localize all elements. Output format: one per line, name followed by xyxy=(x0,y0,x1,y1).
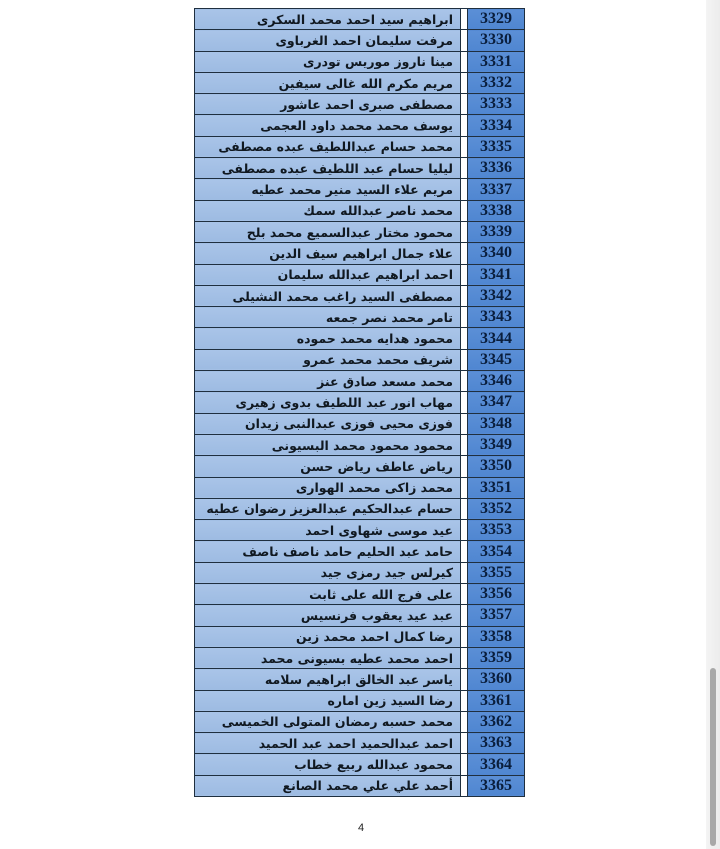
name-cell: مصطفى صبرى احمد عاشور xyxy=(195,94,461,115)
name-cell: محمد زاكى محمد الهوارى xyxy=(195,477,461,498)
name-cell: مهاب انور عبد اللطيف بدوى زهيرى xyxy=(195,392,461,413)
table-row xyxy=(195,626,525,647)
number-cell: 3353 xyxy=(468,520,525,541)
name-cell: ابراهيم سيد احمد محمد السكرى xyxy=(195,9,461,30)
column-gap xyxy=(461,626,468,647)
name-cell: علاء جمال ابراهيم سيف الدين xyxy=(195,243,461,264)
column-gap xyxy=(461,392,468,413)
table-row xyxy=(195,200,525,221)
column-gap xyxy=(461,477,468,498)
name-cell: محمود محمود محمد البسيونى xyxy=(195,434,461,455)
name-cell: فوزى محيى فوزى عبدالنبى زيدان xyxy=(195,413,461,434)
table-row xyxy=(195,328,525,349)
column-gap xyxy=(461,541,468,562)
number-cell: 3345 xyxy=(468,349,525,370)
name-cell: محمد حسام عبداللطيف عبده مصطفى xyxy=(195,136,461,157)
number-cell: 3340 xyxy=(468,243,525,264)
name-cell: رضا السيد زين اماره xyxy=(195,690,461,711)
column-gap xyxy=(461,264,468,285)
table-row xyxy=(195,94,525,115)
number-cell: 3364 xyxy=(468,754,525,775)
column-gap xyxy=(461,158,468,179)
number-cell: 3330 xyxy=(468,30,525,51)
name-cell: محمود عبدالله ربيع خطاب xyxy=(195,754,461,775)
table-row xyxy=(195,285,525,306)
name-cell: محمد حسبه رمضان المتولى الخميسى xyxy=(195,711,461,732)
number-cell: 3349 xyxy=(468,434,525,455)
name-cell: محمد مسعد صادق عنز xyxy=(195,371,461,392)
number-cell: 3335 xyxy=(468,136,525,157)
name-cell: ليليا حسام عبد اللطيف عبده مصطفى xyxy=(195,158,461,179)
column-gap xyxy=(461,179,468,200)
name-cell: مريم علاء السيد منير محمد عطيه xyxy=(195,179,461,200)
table-row xyxy=(195,307,525,328)
name-cell: شريف محمد محمد عمرو xyxy=(195,349,461,370)
table-row xyxy=(195,669,525,690)
name-cell: مينا ناروز موريس تودرى xyxy=(195,51,461,72)
table-row xyxy=(195,434,525,455)
table-row xyxy=(195,136,525,157)
column-gap xyxy=(461,115,468,136)
table-row xyxy=(195,30,525,51)
column-gap xyxy=(461,200,468,221)
table-row xyxy=(195,115,525,136)
table-row xyxy=(195,456,525,477)
table-row xyxy=(195,498,525,519)
name-cell: حسام عبدالحكيم عبدالعزيز رضوان عطيه xyxy=(195,498,461,519)
number-cell: 3357 xyxy=(468,605,525,626)
table-row xyxy=(195,371,525,392)
table-row xyxy=(195,413,525,434)
number-cell: 3361 xyxy=(468,690,525,711)
table-row xyxy=(195,477,525,498)
name-cell: احمد عبدالحميد احمد عبد الحميد xyxy=(195,733,461,754)
name-cell: حامد عبد الحليم حامد ناصف ناصف xyxy=(195,541,461,562)
table-row xyxy=(195,690,525,711)
table-row xyxy=(195,562,525,583)
name-cell: عبد عيد يعقوب فرنسيس xyxy=(195,605,461,626)
column-gap xyxy=(461,690,468,711)
number-cell: 3354 xyxy=(468,541,525,562)
name-cell: مريم مكرم الله غالى سيفين xyxy=(195,72,461,93)
table-row xyxy=(195,754,525,775)
name-cell: على فرج الله على ثابت xyxy=(195,584,461,605)
number-cell: 3339 xyxy=(468,221,525,242)
column-gap xyxy=(461,669,468,690)
name-cell: مرفت سليمان احمد الغرباوى xyxy=(195,30,461,51)
column-gap xyxy=(461,307,468,328)
column-gap xyxy=(461,51,468,72)
name-cell: رياض عاطف رياض حسن xyxy=(195,456,461,477)
column-gap xyxy=(461,243,468,264)
number-cell: 3356 xyxy=(468,584,525,605)
table-row xyxy=(195,264,525,285)
table-row xyxy=(195,179,525,200)
column-gap xyxy=(461,371,468,392)
column-gap xyxy=(461,434,468,455)
number-cell: 3350 xyxy=(468,456,525,477)
column-gap xyxy=(461,72,468,93)
table-row xyxy=(195,51,525,72)
number-cell: 3355 xyxy=(468,562,525,583)
number-cell: 3341 xyxy=(468,264,525,285)
number-cell: 3331 xyxy=(468,51,525,72)
table-row xyxy=(195,392,525,413)
number-cell: 3347 xyxy=(468,392,525,413)
column-gap xyxy=(461,647,468,668)
number-cell: 3359 xyxy=(468,647,525,668)
table-row xyxy=(195,9,525,30)
number-cell: 3332 xyxy=(468,72,525,93)
scrollbar-thumb[interactable] xyxy=(710,668,716,846)
name-cell: مصطفى السيد راغب محمد النشيلى xyxy=(195,285,461,306)
number-cell: 3352 xyxy=(468,498,525,519)
column-gap xyxy=(461,498,468,519)
name-cell: محمود مختار عبدالسميع محمد بلح xyxy=(195,221,461,242)
name-cell: يوسف محمد محمد داود العجمى xyxy=(195,115,461,136)
column-gap xyxy=(461,754,468,775)
column-gap xyxy=(461,413,468,434)
column-gap xyxy=(461,9,468,30)
number-cell: 3343 xyxy=(468,307,525,328)
name-cell: محمد ناصر عبدالله سمك xyxy=(195,200,461,221)
column-gap xyxy=(461,221,468,242)
column-gap xyxy=(461,605,468,626)
column-gap xyxy=(461,733,468,754)
number-cell: 3365 xyxy=(468,775,525,796)
table-row xyxy=(195,349,525,370)
column-gap xyxy=(461,456,468,477)
name-cell: تامر محمد نصر جمعه xyxy=(195,307,461,328)
name-cell: ياسر عبد الخالق ابراهيم سلامه xyxy=(195,669,461,690)
number-cell: 3333 xyxy=(468,94,525,115)
column-gap xyxy=(461,30,468,51)
table-row xyxy=(195,158,525,179)
number-cell: 3346 xyxy=(468,371,525,392)
table-row xyxy=(195,647,525,668)
name-cell: أحمد علي علي محمد الصانع xyxy=(195,775,461,796)
table-row xyxy=(195,520,525,541)
number-cell: 3363 xyxy=(468,733,525,754)
name-cell: رضا كمال احمد محمد زين xyxy=(195,626,461,647)
table-row xyxy=(195,243,525,264)
number-cell: 3351 xyxy=(468,477,525,498)
column-gap xyxy=(461,349,468,370)
number-cell: 3358 xyxy=(468,626,525,647)
column-gap xyxy=(461,584,468,605)
name-cell: محمود هدايه محمد حموده xyxy=(195,328,461,349)
table-row xyxy=(195,711,525,732)
table-row xyxy=(195,605,525,626)
scrollbar[interactable] xyxy=(706,0,720,849)
roster-body xyxy=(195,9,525,797)
column-gap xyxy=(461,775,468,796)
table-row xyxy=(195,541,525,562)
number-cell: 3338 xyxy=(468,200,525,221)
table-row xyxy=(195,221,525,242)
number-cell: 3337 xyxy=(468,179,525,200)
number-cell: 3329 xyxy=(468,9,525,30)
table-row xyxy=(195,72,525,93)
number-cell: 3344 xyxy=(468,328,525,349)
name-cell: احمد ابراهيم عبدالله سليمان xyxy=(195,264,461,285)
column-gap xyxy=(461,285,468,306)
table-row xyxy=(195,584,525,605)
column-gap xyxy=(461,520,468,541)
table-row xyxy=(195,733,525,754)
number-cell: 3360 xyxy=(468,669,525,690)
table-row xyxy=(195,775,525,796)
number-cell: 3362 xyxy=(468,711,525,732)
name-cell: كيرلس جيد رمزى جيد xyxy=(195,562,461,583)
column-gap xyxy=(461,711,468,732)
column-gap xyxy=(461,94,468,115)
column-gap xyxy=(461,328,468,349)
name-cell: عيد موسى شهاوى احمد xyxy=(195,520,461,541)
number-cell: 3348 xyxy=(468,413,525,434)
page-number: 4 xyxy=(357,822,365,834)
roster-table xyxy=(194,8,525,797)
number-cell: 3342 xyxy=(468,285,525,306)
number-cell: 3336 xyxy=(468,158,525,179)
column-gap xyxy=(461,136,468,157)
number-cell: 3334 xyxy=(468,115,525,136)
column-gap xyxy=(461,562,468,583)
name-cell: احمد محمد عطيه بسيونى محمد xyxy=(195,647,461,668)
